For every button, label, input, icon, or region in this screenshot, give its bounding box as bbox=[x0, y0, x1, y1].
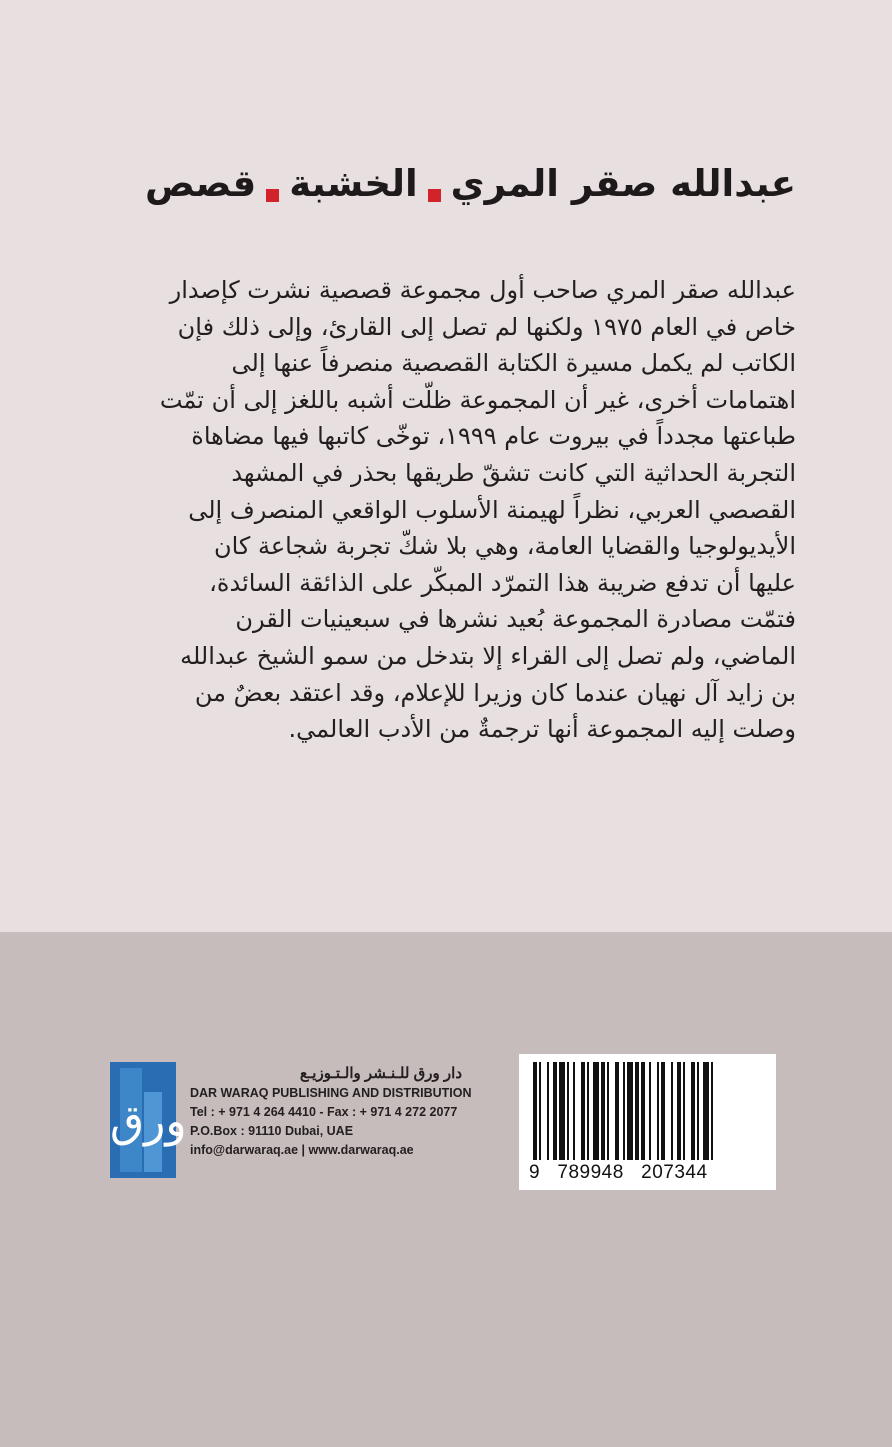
barcode-bars bbox=[529, 1062, 767, 1160]
blurb-line: وصلت إليه المجموعة أنها ترجمةٌ من الأدب العالمي. bbox=[288, 715, 796, 744]
blurb-line: الأيديولوجيا والقضايا العامة، وهي بلا شكّ تجربة شجاعة كان bbox=[213, 532, 796, 561]
barcode-bar bbox=[697, 1062, 699, 1160]
barcode bbox=[519, 1054, 776, 1190]
barcode-bar bbox=[649, 1062, 651, 1160]
barcode-bar bbox=[559, 1062, 565, 1160]
barcode-bar bbox=[627, 1062, 633, 1160]
barcode-bar bbox=[623, 1062, 625, 1160]
barcode-bar bbox=[641, 1062, 645, 1160]
book-title bbox=[96, 160, 796, 208]
title-separator-square bbox=[266, 189, 279, 202]
publisher-name-ar: دار ورق للـنـشر والـتـوزيـع bbox=[299, 1065, 462, 1082]
publisher-contact: info@darwaraq.ae | www.darwaraq.ae bbox=[190, 1143, 414, 1157]
barcode-bar bbox=[615, 1062, 619, 1160]
publisher-phone: Tel : + 971 4 264 4410 - Fax : + 971 4 272 2077 bbox=[190, 1105, 458, 1119]
barcode-bar bbox=[671, 1062, 673, 1160]
barcode-bar bbox=[607, 1062, 609, 1160]
barcode-bar bbox=[677, 1062, 681, 1160]
barcode-bar bbox=[587, 1062, 589, 1160]
title-work: الخشبة bbox=[289, 162, 418, 205]
isbn-number: 9 789948 207344 bbox=[529, 1162, 708, 1183]
blurb-line: الكاتب لم يكمل مسيرة الكتابة القصصية منصرفاً عنها إلى bbox=[231, 349, 796, 378]
barcode-bar bbox=[661, 1062, 665, 1160]
barcode-bar bbox=[573, 1062, 575, 1160]
blurb-line: خاص في العام ١٩٧٥ ولكنها لم تصل إلى القارئ، وإلى ذلك فإن bbox=[177, 312, 796, 341]
blurb-line: عبدالله صقر المري صاحب أول مجموعة قصصية نشرت كإصدار bbox=[169, 276, 796, 304]
barcode-bar bbox=[593, 1062, 599, 1160]
barcode-bar bbox=[691, 1062, 695, 1160]
blurb-line: اهتمامات أخرى، غير أن المجموعة ظلّت أشبه باللغز إلى أن تمّت bbox=[159, 385, 796, 414]
blurb-line: التجربة الحداثية التي كانت تشقّ طريقها بحذر في المشهد bbox=[231, 458, 796, 487]
blurb-line: عليها أن تدفع ضريبة هذا التمرّد المبكّر على الذائقة السائدة، bbox=[209, 568, 796, 597]
title-genre: قصص bbox=[145, 162, 257, 205]
barcode-bar bbox=[581, 1062, 585, 1160]
barcode-bar bbox=[683, 1062, 685, 1160]
blurb-line: فتمّت مصادرة المجموعة بُعيد نشرها في سبعينيات القرن bbox=[235, 605, 796, 634]
logo-text: ورق bbox=[110, 1096, 187, 1147]
publisher-logo bbox=[110, 1062, 187, 1178]
blurb-text bbox=[96, 272, 796, 748]
barcode-bar bbox=[635, 1062, 639, 1160]
barcode-bar bbox=[567, 1062, 569, 1160]
barcode-bar bbox=[547, 1062, 549, 1160]
blurb-line: طباعتها مجدداً في بيروت عام ١٩٩٩، توخّى كاتبها فيها مضاهاة bbox=[191, 422, 796, 451]
barcode-bar bbox=[703, 1062, 709, 1160]
publisher-info bbox=[190, 1064, 510, 1160]
publisher-po-box: P.O.Box : 91110 Dubai, UAE bbox=[190, 1124, 354, 1138]
blurb-line: القصصي العربي، نظراً لهيمنة الأسلوب الواقعي المنصرف إلى bbox=[188, 495, 796, 524]
barcode-bar bbox=[657, 1062, 659, 1160]
blurb-line: بن زايد آل نهيان عندما كان وزيرا للإعلام، وقد اعتقد بعضٌ من bbox=[194, 678, 796, 707]
barcode-bar bbox=[601, 1062, 605, 1160]
barcode-bar bbox=[553, 1062, 557, 1160]
publisher-name-en: DAR WARAQ PUBLISHING AND DISTRIBUTION bbox=[190, 1086, 472, 1100]
title-author: عبدالله صقر المري bbox=[450, 162, 796, 205]
blurb-line: الماضي، ولم تصل إلى القراء إلا بتدخل من سمو الشيخ عبدالله bbox=[180, 641, 796, 670]
title-separator-square bbox=[428, 189, 441, 202]
barcode-bar bbox=[533, 1062, 537, 1160]
barcode-bar bbox=[711, 1062, 713, 1160]
barcode-bar bbox=[539, 1062, 541, 1160]
